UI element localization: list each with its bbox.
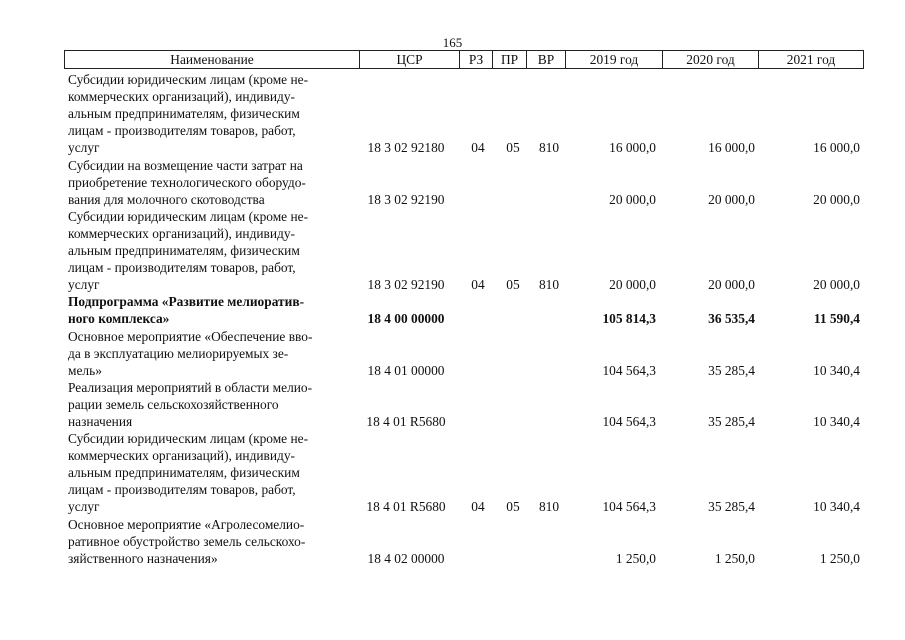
row-2019: 105 814,3 (602, 311, 656, 327)
header-name: Наименование (170, 52, 254, 67)
row-2019: 20 000,0 (609, 277, 656, 293)
row-2020: 35 285,4 (708, 499, 755, 515)
row-name: Субсидии юридическим лицам (кроме не- коммерческих организаций), индивиду- альным предпринимателям, физическим лицам - производителям товаров, работ, услуг (68, 208, 309, 293)
row-2019: 104 564,3 (602, 499, 656, 515)
row-rz: 04 (471, 277, 485, 293)
row-pr: 05 (506, 499, 520, 515)
row-2020: 20 000,0 (708, 191, 755, 207)
row-2019: 1 250,0 (615, 550, 656, 566)
row-2021: 10 340,4 (813, 362, 860, 378)
row-2019: 16 000,0 (609, 140, 656, 156)
row-2020: 35 285,4 (708, 362, 755, 378)
row-vr: 810 (538, 140, 560, 156)
row-2020: 35 285,4 (708, 413, 755, 429)
header-pr: ПР (492, 51, 526, 68)
row-2020: 16 000,0 (708, 140, 755, 156)
row-name: Реализация мероприятий в области мелио- рации земель сельскохозяйственного назначения (68, 379, 313, 429)
row-pr: 05 (506, 140, 520, 156)
page-number: 165 (442, 35, 463, 50)
row-csr: 18 4 01 R5680 (366, 499, 446, 515)
row-csr: 18 4 02 00000 (367, 550, 445, 566)
row-2020: 36 535,4 (708, 311, 755, 327)
row-vr: 810 (538, 277, 560, 293)
row-csr: 18 4 01 R5680 (366, 413, 446, 429)
header-2019: 2019 год (565, 51, 662, 68)
row-name: Субсидии на возмещение части затрат на приобретение технологического оборудо- вания для молочного скотоводства (68, 157, 306, 207)
row-name: Подпрограмма «Развитие мелиоратив- ного комплекса» (68, 294, 305, 327)
row-rz: 04 (471, 499, 485, 515)
header-csr: ЦСР (359, 51, 459, 68)
row-name: Субсидии юридическим лицам (кроме не- коммерческих организаций), индивиду- альным предпринимателям, физическим лицам - производителям товаров, работ, услуг (68, 431, 309, 515)
row-csr: 18 3 02 92190 (367, 191, 445, 207)
header-2021: 2021 год (758, 51, 863, 68)
row-2021: 10 340,4 (813, 413, 860, 429)
row-2021: 11 590,4 (813, 311, 860, 327)
header-rz: РЗ (459, 51, 492, 68)
header-vr: ВР (526, 51, 565, 68)
row-rz: 04 (471, 140, 485, 156)
row-name: Основное мероприятие «Обеспечение вво- да в эксплуатацию мелиорируемых зе- мель» (68, 328, 313, 378)
header-2020: 2020 год (662, 51, 758, 68)
row-csr: 18 4 00 00000 (367, 311, 445, 327)
row-vr: 810 (538, 499, 560, 515)
row-csr: 18 4 01 00000 (367, 362, 445, 378)
row-2019: 104 564,3 (602, 362, 656, 378)
row-csr: 18 3 02 92180 (367, 140, 445, 156)
row-2021: 20 000,0 (813, 277, 860, 293)
table-header (64, 50, 864, 69)
row-name: Основное мероприятие «Агролесомелио- ративное обустройство земель сельскохо- зяйственного назначения» (68, 516, 306, 566)
row-2021: 1 250,0 (819, 550, 860, 566)
row-csr: 18 3 02 92190 (367, 277, 445, 293)
row-2020: 20 000,0 (708, 277, 755, 293)
row-2019: 104 564,3 (602, 413, 656, 429)
row-2021: 20 000,0 (813, 191, 860, 207)
row-pr: 05 (506, 277, 520, 293)
row-2020: 1 250,0 (714, 550, 755, 566)
row-2019: 20 000,0 (609, 191, 656, 207)
row-2021: 16 000,0 (813, 140, 860, 156)
row-name: Субсидии юридическим лицам (кроме не- коммерческих организаций), индивиду- альным предпринимателям, физическим лицам - производителям товаров, работ, услуг (68, 72, 309, 156)
row-2021: 10 340,4 (813, 499, 860, 515)
